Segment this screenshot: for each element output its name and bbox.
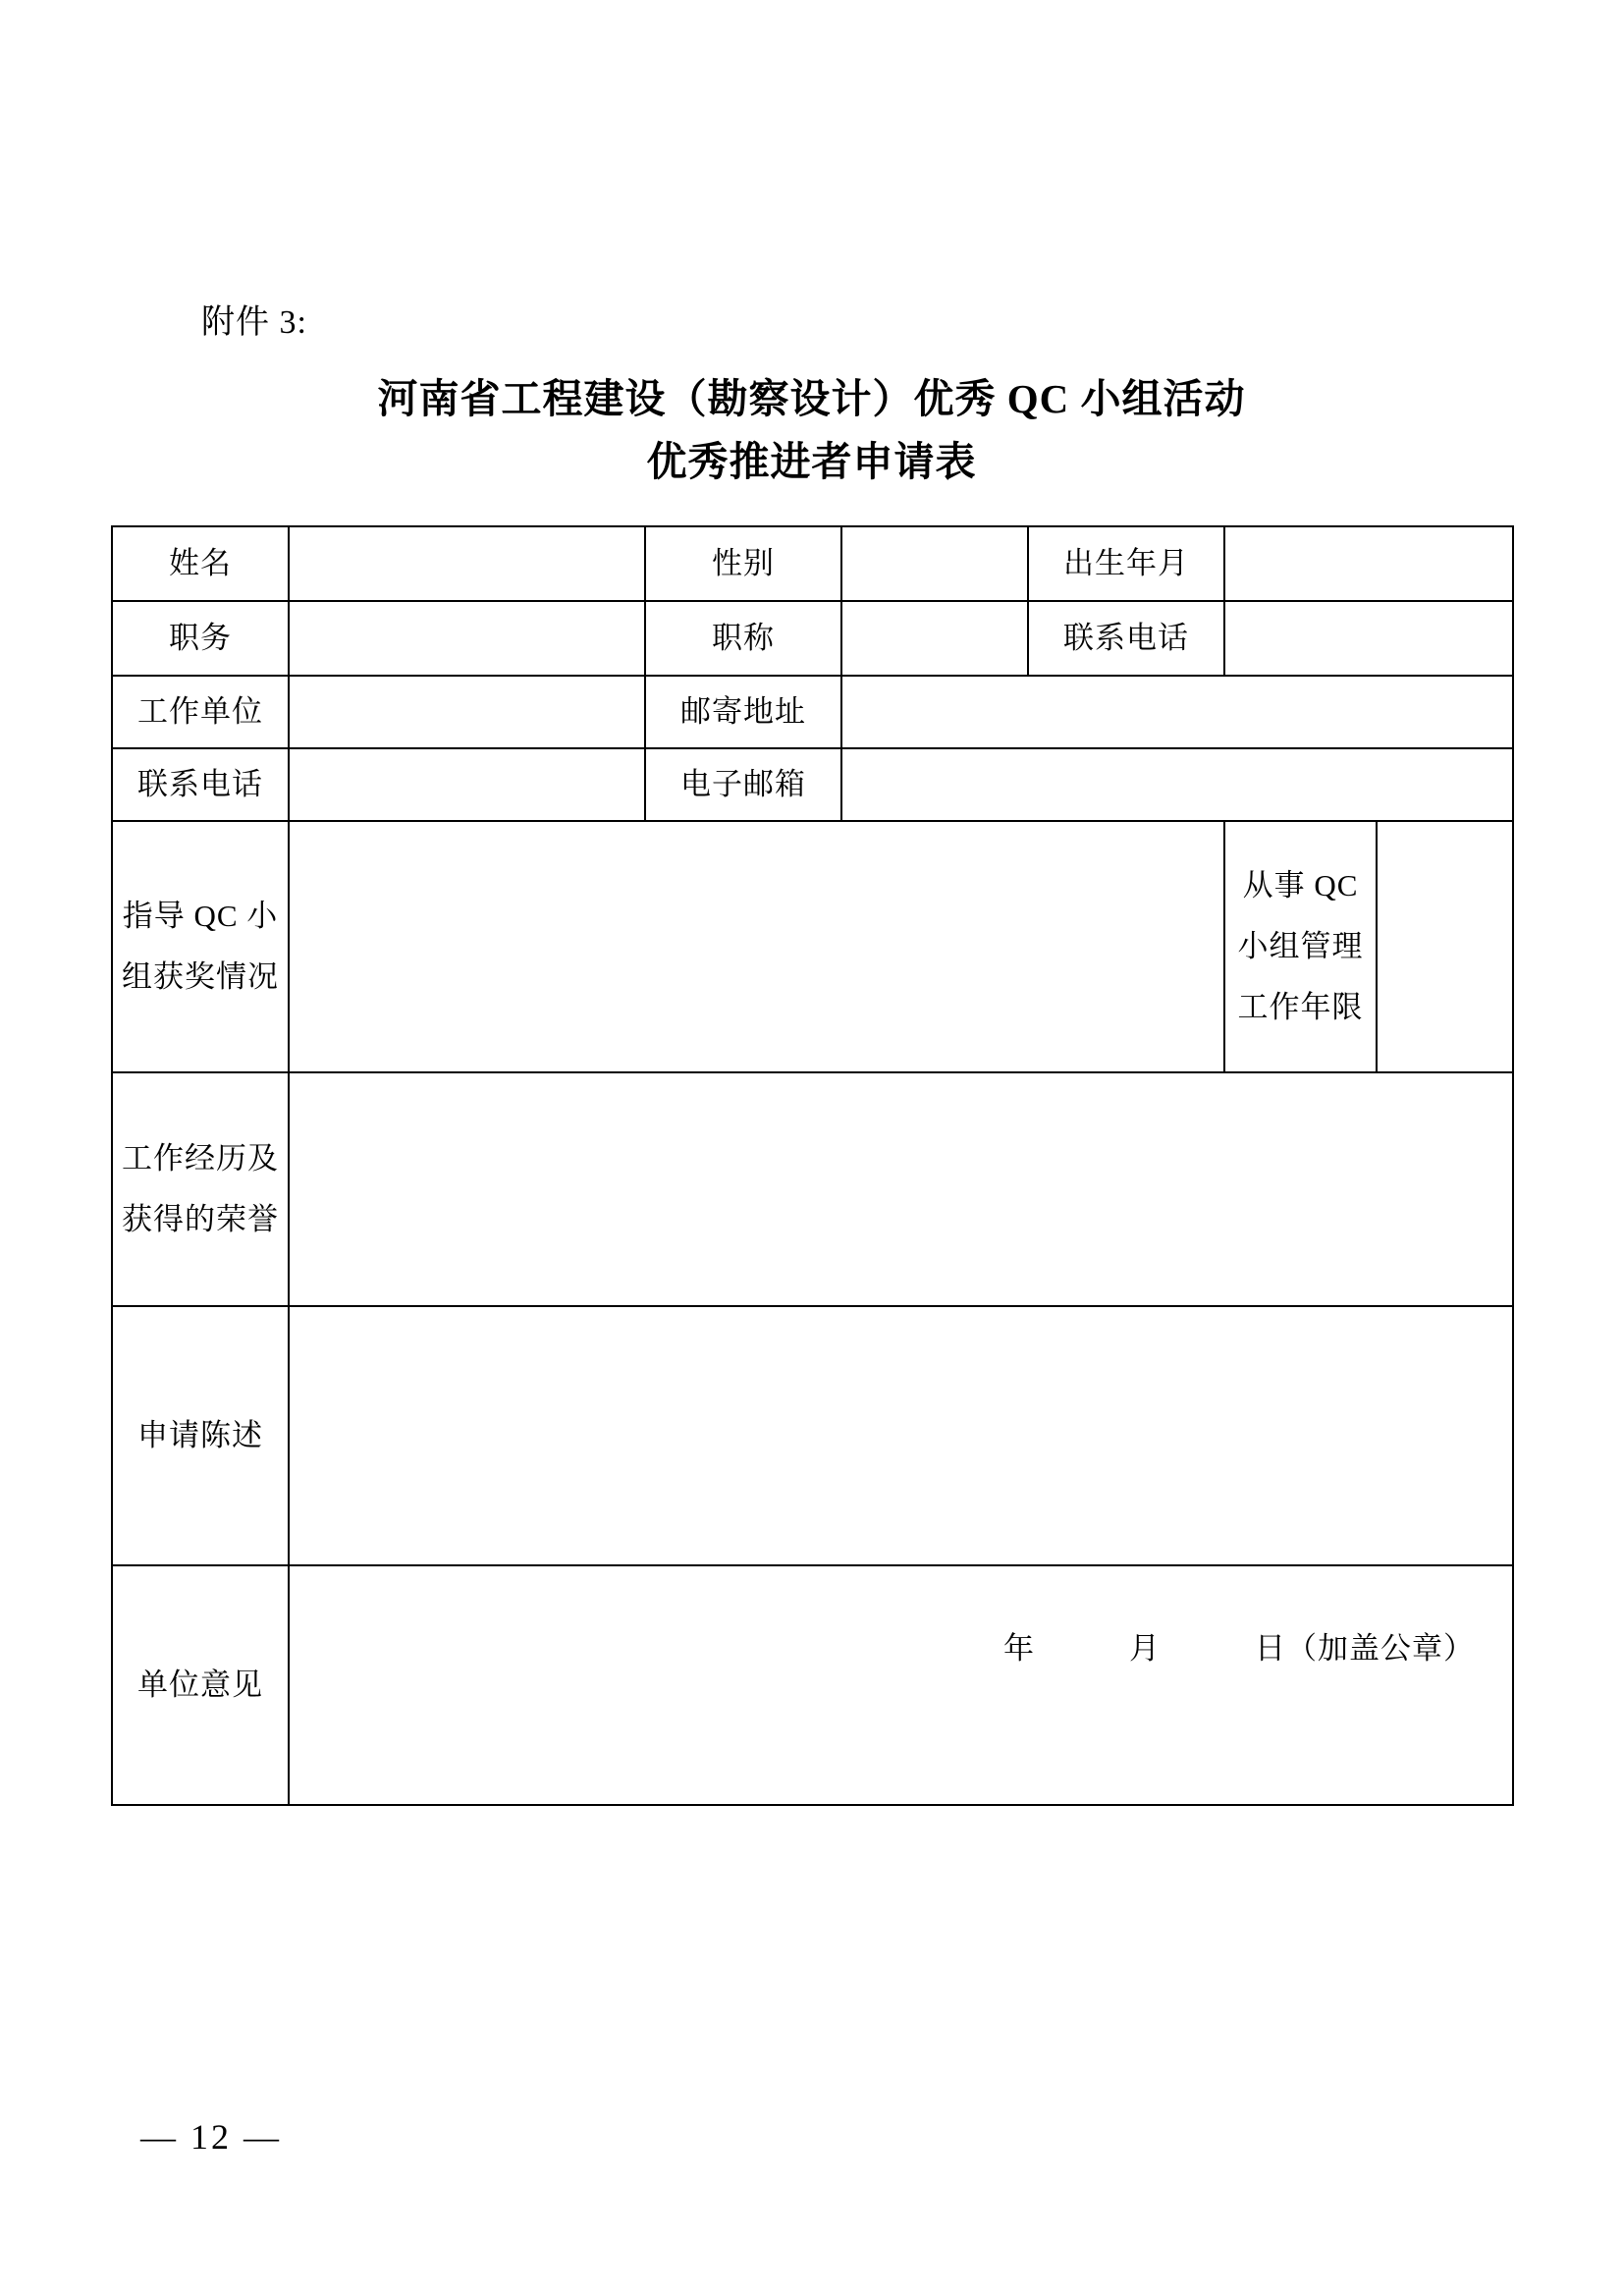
signature-date-line: 年 月 日（加盖公章） [1003, 1631, 1475, 1666]
application-form-table [111, 525, 1514, 1806]
field-value-workplace[interactable] [289, 676, 645, 748]
field-label-experience-honors: 工作经历及获得的荣誉 [112, 1072, 289, 1306]
field-value-statement[interactable] [289, 1306, 1513, 1565]
table-row [112, 676, 1513, 748]
field-label-statement: 申请陈述 [112, 1306, 289, 1565]
field-label-phone-2: 联系电话 [112, 748, 289, 821]
table-row [112, 1565, 1513, 1805]
page-title [0, 368, 1623, 493]
field-label-title: 职称 [645, 601, 841, 676]
page-title-line2: 优秀推进者申请表 [646, 438, 977, 484]
field-value-name[interactable] [289, 526, 645, 601]
table-row [112, 1306, 1513, 1565]
field-label-birthdate: 出生年月 [1028, 526, 1224, 601]
page-number: — 12 — [140, 2117, 282, 2157]
field-value-phone-1[interactable] [1224, 601, 1513, 676]
field-label-qc-years: 从事 QC 小组管理工作年限 [1224, 821, 1377, 1072]
field-value-email[interactable] [841, 748, 1513, 821]
field-label-qc-awards: 指导 QC 小组获奖情况 [112, 821, 289, 1072]
field-value-experience-honors[interactable] [289, 1072, 1513, 1306]
table-row [112, 821, 1513, 1072]
table-row [112, 748, 1513, 821]
field-value-qc-awards[interactable] [289, 821, 1224, 1072]
field-value-birthdate[interactable] [1224, 526, 1513, 601]
attachment-label: 附件 3: [201, 304, 307, 341]
field-label-gender: 性别 [645, 526, 841, 601]
field-label-phone-1: 联系电话 [1028, 601, 1224, 676]
field-label-mailing-address: 邮寄地址 [645, 676, 841, 748]
table-row [112, 1072, 1513, 1306]
field-value-position[interactable] [289, 601, 645, 676]
field-value-unit-opinion[interactable] [289, 1565, 1513, 1805]
field-value-qc-years[interactable] [1377, 821, 1513, 1072]
field-label-email: 电子邮箱 [645, 748, 841, 821]
field-value-title[interactable] [841, 601, 1028, 676]
page-title-line1: 河南省工程建设（勘察设计）优秀 QC 小组活动 [377, 376, 1246, 421]
field-label-workplace: 工作单位 [112, 676, 289, 748]
field-label-position: 职务 [112, 601, 289, 676]
field-value-phone-2[interactable] [289, 748, 645, 821]
field-label-unit-opinion: 单位意见 [112, 1565, 289, 1805]
table-row [112, 526, 1513, 601]
table-row [112, 601, 1513, 676]
field-label-name: 姓名 [112, 526, 289, 601]
field-value-gender[interactable] [841, 526, 1028, 601]
field-value-mailing-address[interactable] [841, 676, 1513, 748]
